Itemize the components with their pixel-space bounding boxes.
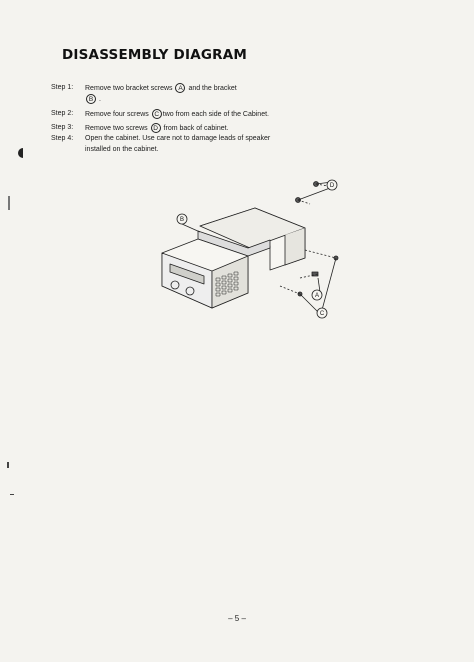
step-text-part: Remove two screws xyxy=(85,124,148,132)
screw-d-marker: D xyxy=(151,123,161,133)
step-3 xyxy=(51,123,271,134)
scan-mark xyxy=(7,462,9,468)
page-title: DISASSEMBLY DIAGRAM xyxy=(62,47,247,63)
step-text: Open the cabinet. Use care not to damage leads of speaker installed on the cabinet. xyxy=(85,135,271,153)
scan-mark xyxy=(18,148,23,158)
screw-a-marker: A xyxy=(175,83,185,93)
step-2 xyxy=(51,109,271,120)
scan-mark xyxy=(10,494,14,495)
step-text xyxy=(85,123,271,134)
step-text-part: Remove four screws xyxy=(85,110,149,118)
step-text-part: from back of cabinet. xyxy=(163,124,229,132)
label-d: D xyxy=(329,183,335,189)
step-text xyxy=(85,109,271,120)
step-number: Step 4: xyxy=(51,135,74,143)
step-text-part: Remove two bracket screws xyxy=(85,84,173,92)
step-text-part: two from each side of the Cabinet. xyxy=(162,110,269,118)
step-number: Step 3: xyxy=(51,124,74,132)
step-number: Step 1: xyxy=(51,84,74,91)
label-c: C xyxy=(319,311,325,317)
page-number: – 5 – xyxy=(228,614,246,623)
label-a: A xyxy=(314,293,320,299)
step-list xyxy=(51,83,271,155)
step-4 xyxy=(51,134,271,155)
step-1 xyxy=(51,83,271,106)
disassembly-diagram xyxy=(160,168,360,328)
step-text xyxy=(85,83,271,106)
scan-mark xyxy=(8,196,10,210)
step-text-part: . xyxy=(98,96,101,104)
step-number: Step 2: xyxy=(51,109,74,117)
label-b: B xyxy=(179,217,185,223)
screw-c-marker: C xyxy=(152,109,162,119)
step-text-part: and the bracket xyxy=(188,84,237,92)
bracket-b-marker: B xyxy=(86,94,96,104)
